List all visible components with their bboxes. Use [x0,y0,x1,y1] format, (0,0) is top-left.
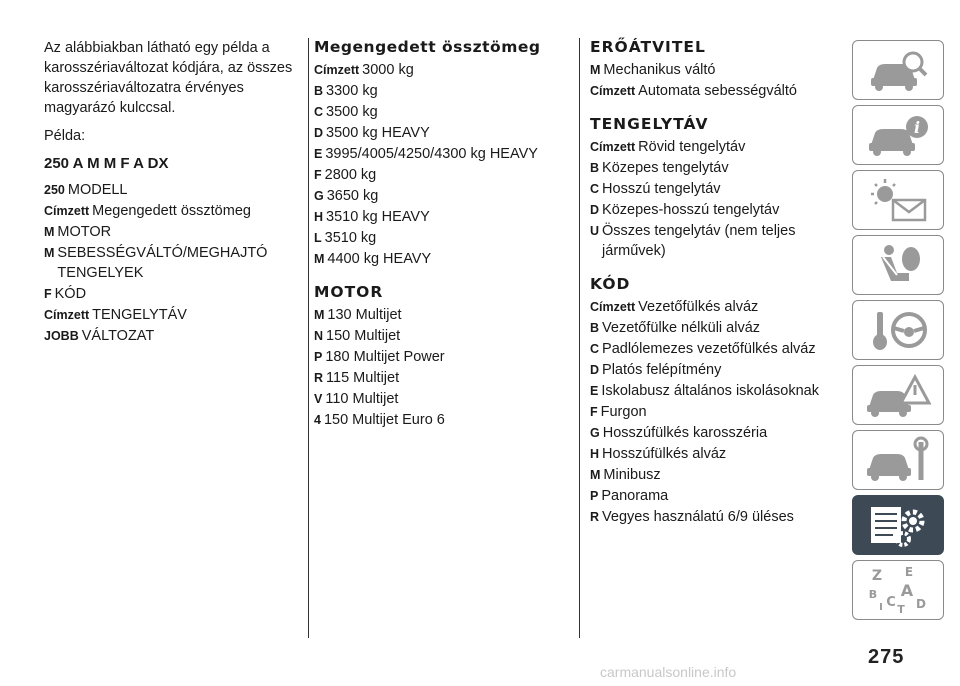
item-value: Padlólemezes vezetőfülkés alváz [602,341,816,357]
item-key: H [314,210,324,224]
item-value: 180 Multijet Power [325,349,445,365]
key-steering-icon [863,306,933,354]
car-wrench-icon [863,436,933,484]
list-item [590,507,840,527]
tab-getting-to-know[interactable] [852,105,944,165]
list-item [590,318,840,338]
index-letter: E [904,566,914,579]
list-item [590,423,840,443]
transmission-list [590,60,840,101]
item-key: M [590,63,601,77]
item-key: Címzett [590,84,636,98]
list-item [314,249,566,269]
item-value: Vezetőfülkés alváz [638,299,759,315]
item-value: Minibusz [603,467,661,483]
alphabet-index-icon [863,566,933,614]
index-letter: D [916,597,926,611]
index-letter: I [879,602,883,613]
list-item [590,81,840,101]
section-title-weight: Megengedett össztömeg [314,38,541,56]
item-key: M [44,246,55,260]
list-item [44,284,294,304]
item-value: Hosszú tengelytáv [602,181,721,197]
item-value: Automata sebességváltó [638,83,797,99]
tab-dashboard[interactable] [852,40,944,100]
item-key: Címzett [314,63,360,77]
item-key: E [590,384,599,398]
item-value: MODELL [67,182,128,198]
item-key: C [590,182,600,196]
index-letter: A [900,581,914,600]
item-value: Iskolabusz általános iskolásoknak [601,383,819,399]
item-value: Furgon [600,404,647,420]
list-item [44,222,294,242]
item-key: B [590,321,600,335]
list-item [314,326,566,346]
car-info-icon [863,111,933,159]
engine-list [314,305,566,430]
item-key: V [314,392,323,406]
item-key: M [314,308,325,322]
item-value: 110 Multijet [325,391,399,407]
item-value: 3300 kg [326,83,378,99]
item-key: E [314,147,323,161]
chapter-sidebar [852,40,948,625]
item-key: M [44,225,55,239]
list-item [314,410,566,430]
section-title-transmission: ERŐÁTVITEL [590,38,706,56]
item-value: KÓD [54,286,87,302]
list-item [314,123,566,143]
column-divider [308,38,309,638]
item-key: L [314,231,322,245]
item-value: Mechanikus váltó [603,62,716,78]
item-key: Címzett [44,308,90,322]
item-value: SEBESSÉGVÁLTÓ/MEGHAJTÓ TENGELYEK [57,245,268,281]
item-key: D [314,126,324,140]
item-key: M [590,468,601,482]
list-item [44,201,294,221]
item-key: 250 [44,183,65,197]
index-letter: B [868,588,878,601]
wheelbase-list [590,137,840,261]
list-item [314,81,566,101]
item-key: 4 [314,413,321,427]
item-value: Közepes tengelytáv [602,160,729,176]
watermark: carmanualsonline.info [600,664,737,680]
item-value: 2800 kg [324,167,377,183]
item-key: N [314,329,324,343]
list-item [314,186,566,206]
item-value: Panorama [601,488,669,504]
list-item [590,179,840,199]
item-value: TENGELYTÁV [92,307,187,323]
item-value: Megengedett össztömeg [92,203,251,219]
list-item [44,326,294,346]
item-value: Vezetőfülke nélküli alváz [602,320,761,336]
list-item [314,305,566,325]
column-drive-wheelbase-code [590,38,840,528]
item-value: 3650 kg [326,188,379,204]
list-item [590,360,840,380]
list-item [590,465,840,485]
item-value: Hosszúfülkés karosszéria [602,425,768,441]
column-divider [579,38,580,638]
light-message-icon [863,176,933,224]
item-value: 115 Multijet [326,370,400,386]
body-code-list [590,297,840,527]
list-item [590,297,840,317]
page-number: 275 [868,646,905,668]
item-key: Címzett [44,204,90,218]
list-item [314,228,566,248]
list-item [590,200,840,220]
car-search-icon [863,46,933,94]
list-item [314,207,566,227]
list-item [590,339,840,359]
item-value: 3000 kg [362,62,414,78]
item-value: 4400 kg HEAVY [327,251,432,267]
item-key: R [590,510,600,524]
tab-emergency[interactable] [852,365,944,425]
item-value: 150 Multijet Euro 6 [323,412,445,428]
item-value: Platós felépítmény [602,362,722,378]
list-item [590,486,840,506]
index-letter: T [897,603,905,614]
item-key: D [590,203,600,217]
item-key: G [590,426,600,440]
list-item [590,221,840,261]
list-item [314,347,566,367]
item-key: P [314,350,323,364]
tab-technical-specifications[interactable] [852,495,944,555]
column-weight-engine [314,38,566,431]
tab-index[interactable] [852,560,944,620]
item-value: 150 Multijet [326,328,401,344]
section-title-engine: MOTOR [314,283,384,301]
list-item [590,137,840,157]
tab-safety[interactable] [852,235,944,295]
item-key: D [590,363,600,377]
item-key: F [44,287,52,301]
index-letter: Z [871,568,883,584]
list-item [44,305,294,325]
item-key: U [590,224,600,238]
list-item [314,389,566,409]
item-key: JOBB [44,329,79,343]
tab-lights-messages[interactable] [852,170,944,230]
example-code: 250 A M M F A DX [44,155,169,172]
item-key: F [590,405,598,419]
item-key: Címzett [590,300,636,314]
tab-maintenance[interactable] [852,430,944,490]
list-item [44,180,294,200]
list-item [314,165,566,185]
item-value: Összes tengelytáv (nem teljes járművek) [602,223,796,259]
item-key: M [314,252,325,266]
item-value: MOTOR [57,224,112,240]
item-key: R [314,371,324,385]
column-body-code [44,38,294,347]
list-item [314,60,566,80]
list-item [590,402,840,422]
list-item [590,60,840,80]
item-key: P [590,489,599,503]
code-legend-list [44,180,294,346]
item-key: B [314,84,324,98]
list-item [44,243,294,283]
list-item [590,444,840,464]
list-item [314,144,566,164]
list-item [590,158,840,178]
item-value: Közepes-hosszú tengelytáv [602,202,780,218]
item-value: 130 Multijet [327,307,402,323]
item-value: VÁLTOZAT [81,328,155,344]
item-value: 3510 kg [324,230,377,246]
item-key: G [314,189,324,203]
item-value: Vegyes használatú 6/9 üléses [602,509,794,525]
item-key: F [314,168,322,182]
weight-list [314,60,566,269]
item-key: H [590,447,600,461]
tab-starting-driving[interactable] [852,300,944,360]
item-value: 3510 kg HEAVY [326,209,430,225]
list-item [314,102,566,122]
item-key: B [590,161,600,175]
car-warning-icon [863,371,933,419]
item-value: 3500 kg [326,104,378,120]
section-title-code: KÓD [590,275,631,293]
item-key: C [314,105,324,119]
item-value: 3500 kg HEAVY [326,125,430,141]
item-key: Címzett [590,140,636,154]
intro-paragraph: Az alábbiakban látható egy példa a karosszériaváltozat kódjára, az összes karosszériaváltozatra érvényes magyarázó kulccsal. [44,40,293,116]
svg-text:i: i [913,118,921,137]
seat-airbag-icon [863,241,933,289]
item-key: C [590,342,600,356]
index-letter: C [886,595,896,610]
section-title-wheelbase: TENGELYTÁV [590,115,709,133]
list-item [314,368,566,388]
item-value: Hosszúfülkés alváz [602,446,727,462]
item-value: 3995/4005/4250/4300 kg HEAVY [325,146,538,162]
item-value: Rövid tengelytáv [638,139,746,155]
example-label: Példa: [44,128,86,144]
specs-gear-icon [863,501,933,549]
list-item [590,381,840,401]
